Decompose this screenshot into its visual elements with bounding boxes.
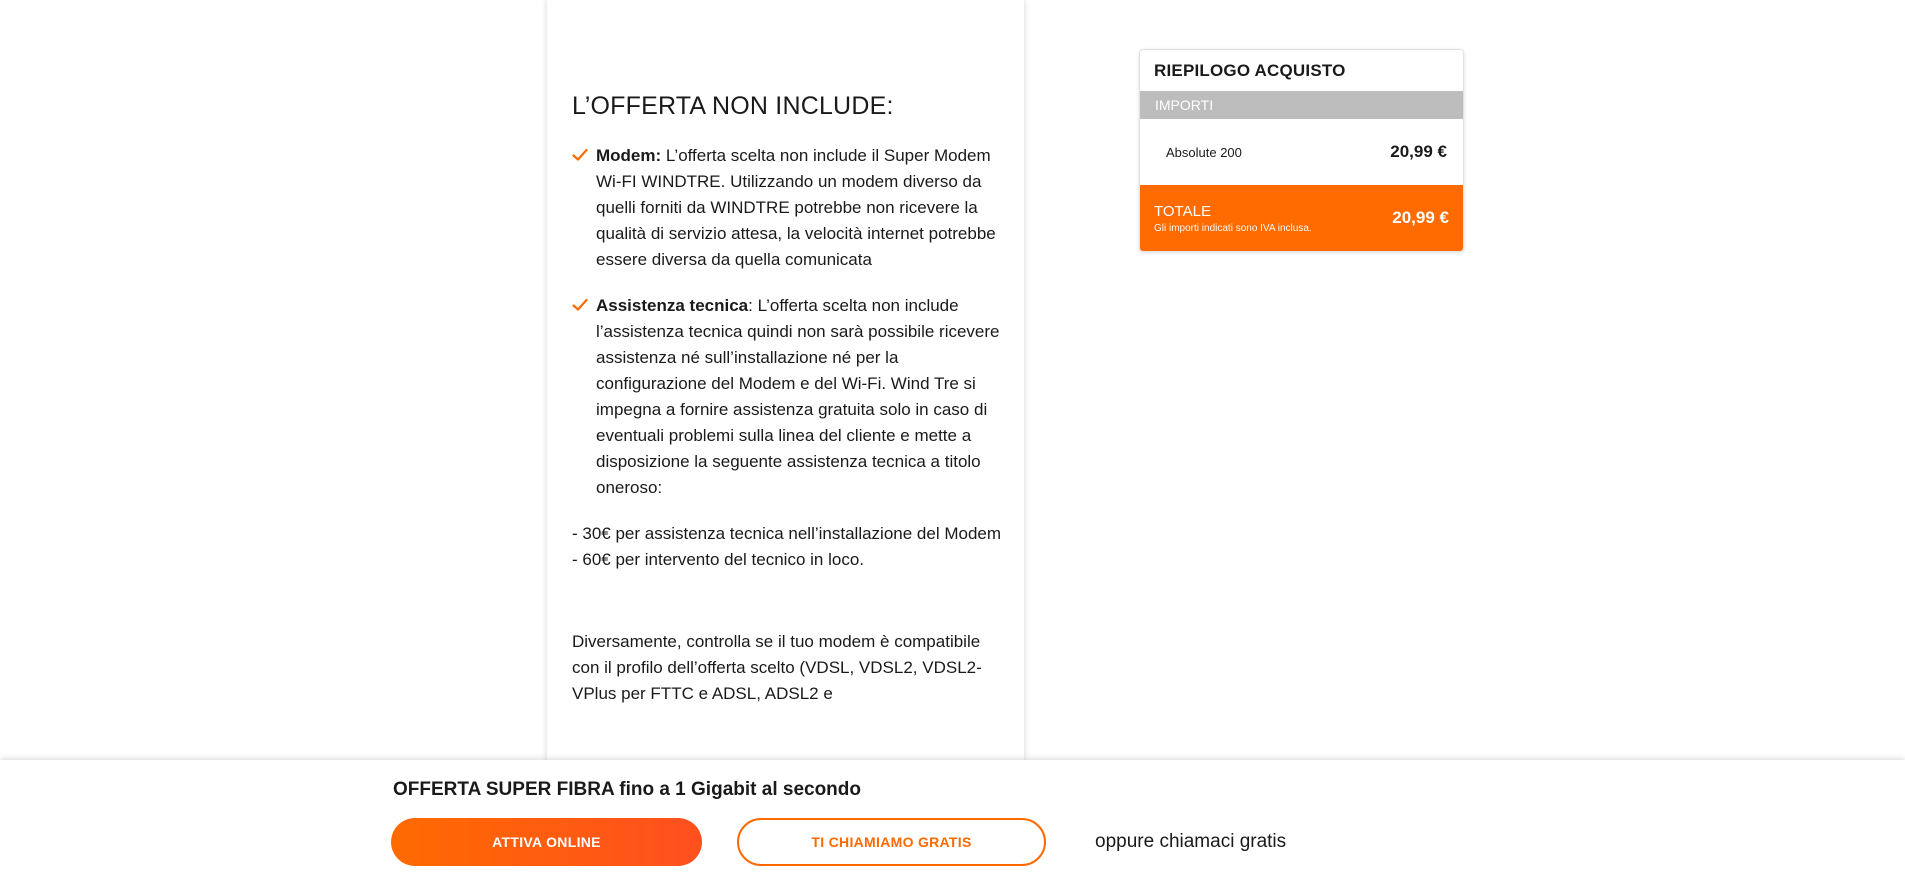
call-us-text[interactable]: oppure chiamaci gratis	[1095, 831, 1287, 852]
vat-note: Gli importi indicati sono IVA inclusa.	[1154, 222, 1312, 234]
purchase-summary	[1139, 49, 1464, 252]
summary-total-price: 20,99 €	[1392, 208, 1449, 227]
exclusion-item-title: Assistenza tecnica	[596, 296, 749, 315]
check-icon	[572, 148, 588, 162]
fee-line: - 60€ per intervento del tecnico in loco.	[572, 550, 865, 569]
check-icon	[572, 298, 588, 312]
exclusion-item-modem	[572, 143, 1007, 273]
callback-button[interactable]: TI CHIAMIAMO GRATIS	[737, 818, 1046, 866]
exclusion-item-text: L’offerta scelta non include il Super Modem Wi-FI WINDTRE. Utilizzando un modem diverso da quelli forniti da WINDTRE potrebbe non ricevere la qualità di servizio attesa, la velocità internet potrebbe essere diversa da quella comunicata	[596, 146, 996, 269]
exclusion-item-title: Modem:	[596, 146, 662, 165]
summary-item-row	[1140, 119, 1463, 185]
offer-details-content	[572, 92, 1007, 707]
fee-line: - 30€ per assistenza tecnica nell’installazione del Modem	[572, 524, 1002, 543]
activate-online-button[interactable]: ATTIVA ONLINE	[391, 818, 702, 866]
exclusion-item-text: : L’offerta scelta non include l’assistenza tecnica quindi non sarà possibile ricevere assistenza né sull’installazione né per la configurazione del Modem e del Wi-Fi. Wind Tre si impegna a fornire assistenza gratuita solo in caso di eventuali problemi sulla linea del cliente e mette a disposizione la seguente assistenza tecnica a titolo oneroso:	[596, 296, 1000, 497]
summary-item-price: 20,99 €	[1390, 142, 1447, 161]
summary-total-row	[1140, 185, 1463, 251]
summary-item-label: Absolute 200	[1166, 144, 1242, 160]
sticky-offer-bar	[0, 760, 1905, 888]
summary-total-label: TOTALE	[1154, 202, 1211, 220]
summary-section-label: IMPORTI	[1140, 91, 1463, 119]
summary-total-labels	[1154, 203, 1312, 234]
offer-title: OFFERTA SUPER FIBRA fino a 1 Gigabit al secondo	[393, 779, 861, 800]
modem-compatibility-text: Diversamente, controlla se il tuo modem è compatibile con il profilo dell’offerta scelto (VDSL, VDSL2, VDSL2-VPlus per FTTC e ADSL, ADSL2 e	[572, 632, 982, 703]
exclusion-item-assistance	[572, 293, 1007, 501]
offer-exclusions-title: L’OFFERTA NON INCLUDE:	[572, 92, 894, 120]
offer-details-card	[547, 0, 1024, 760]
summary-title: RIEPILOGO ACQUISTO	[1154, 61, 1346, 80]
